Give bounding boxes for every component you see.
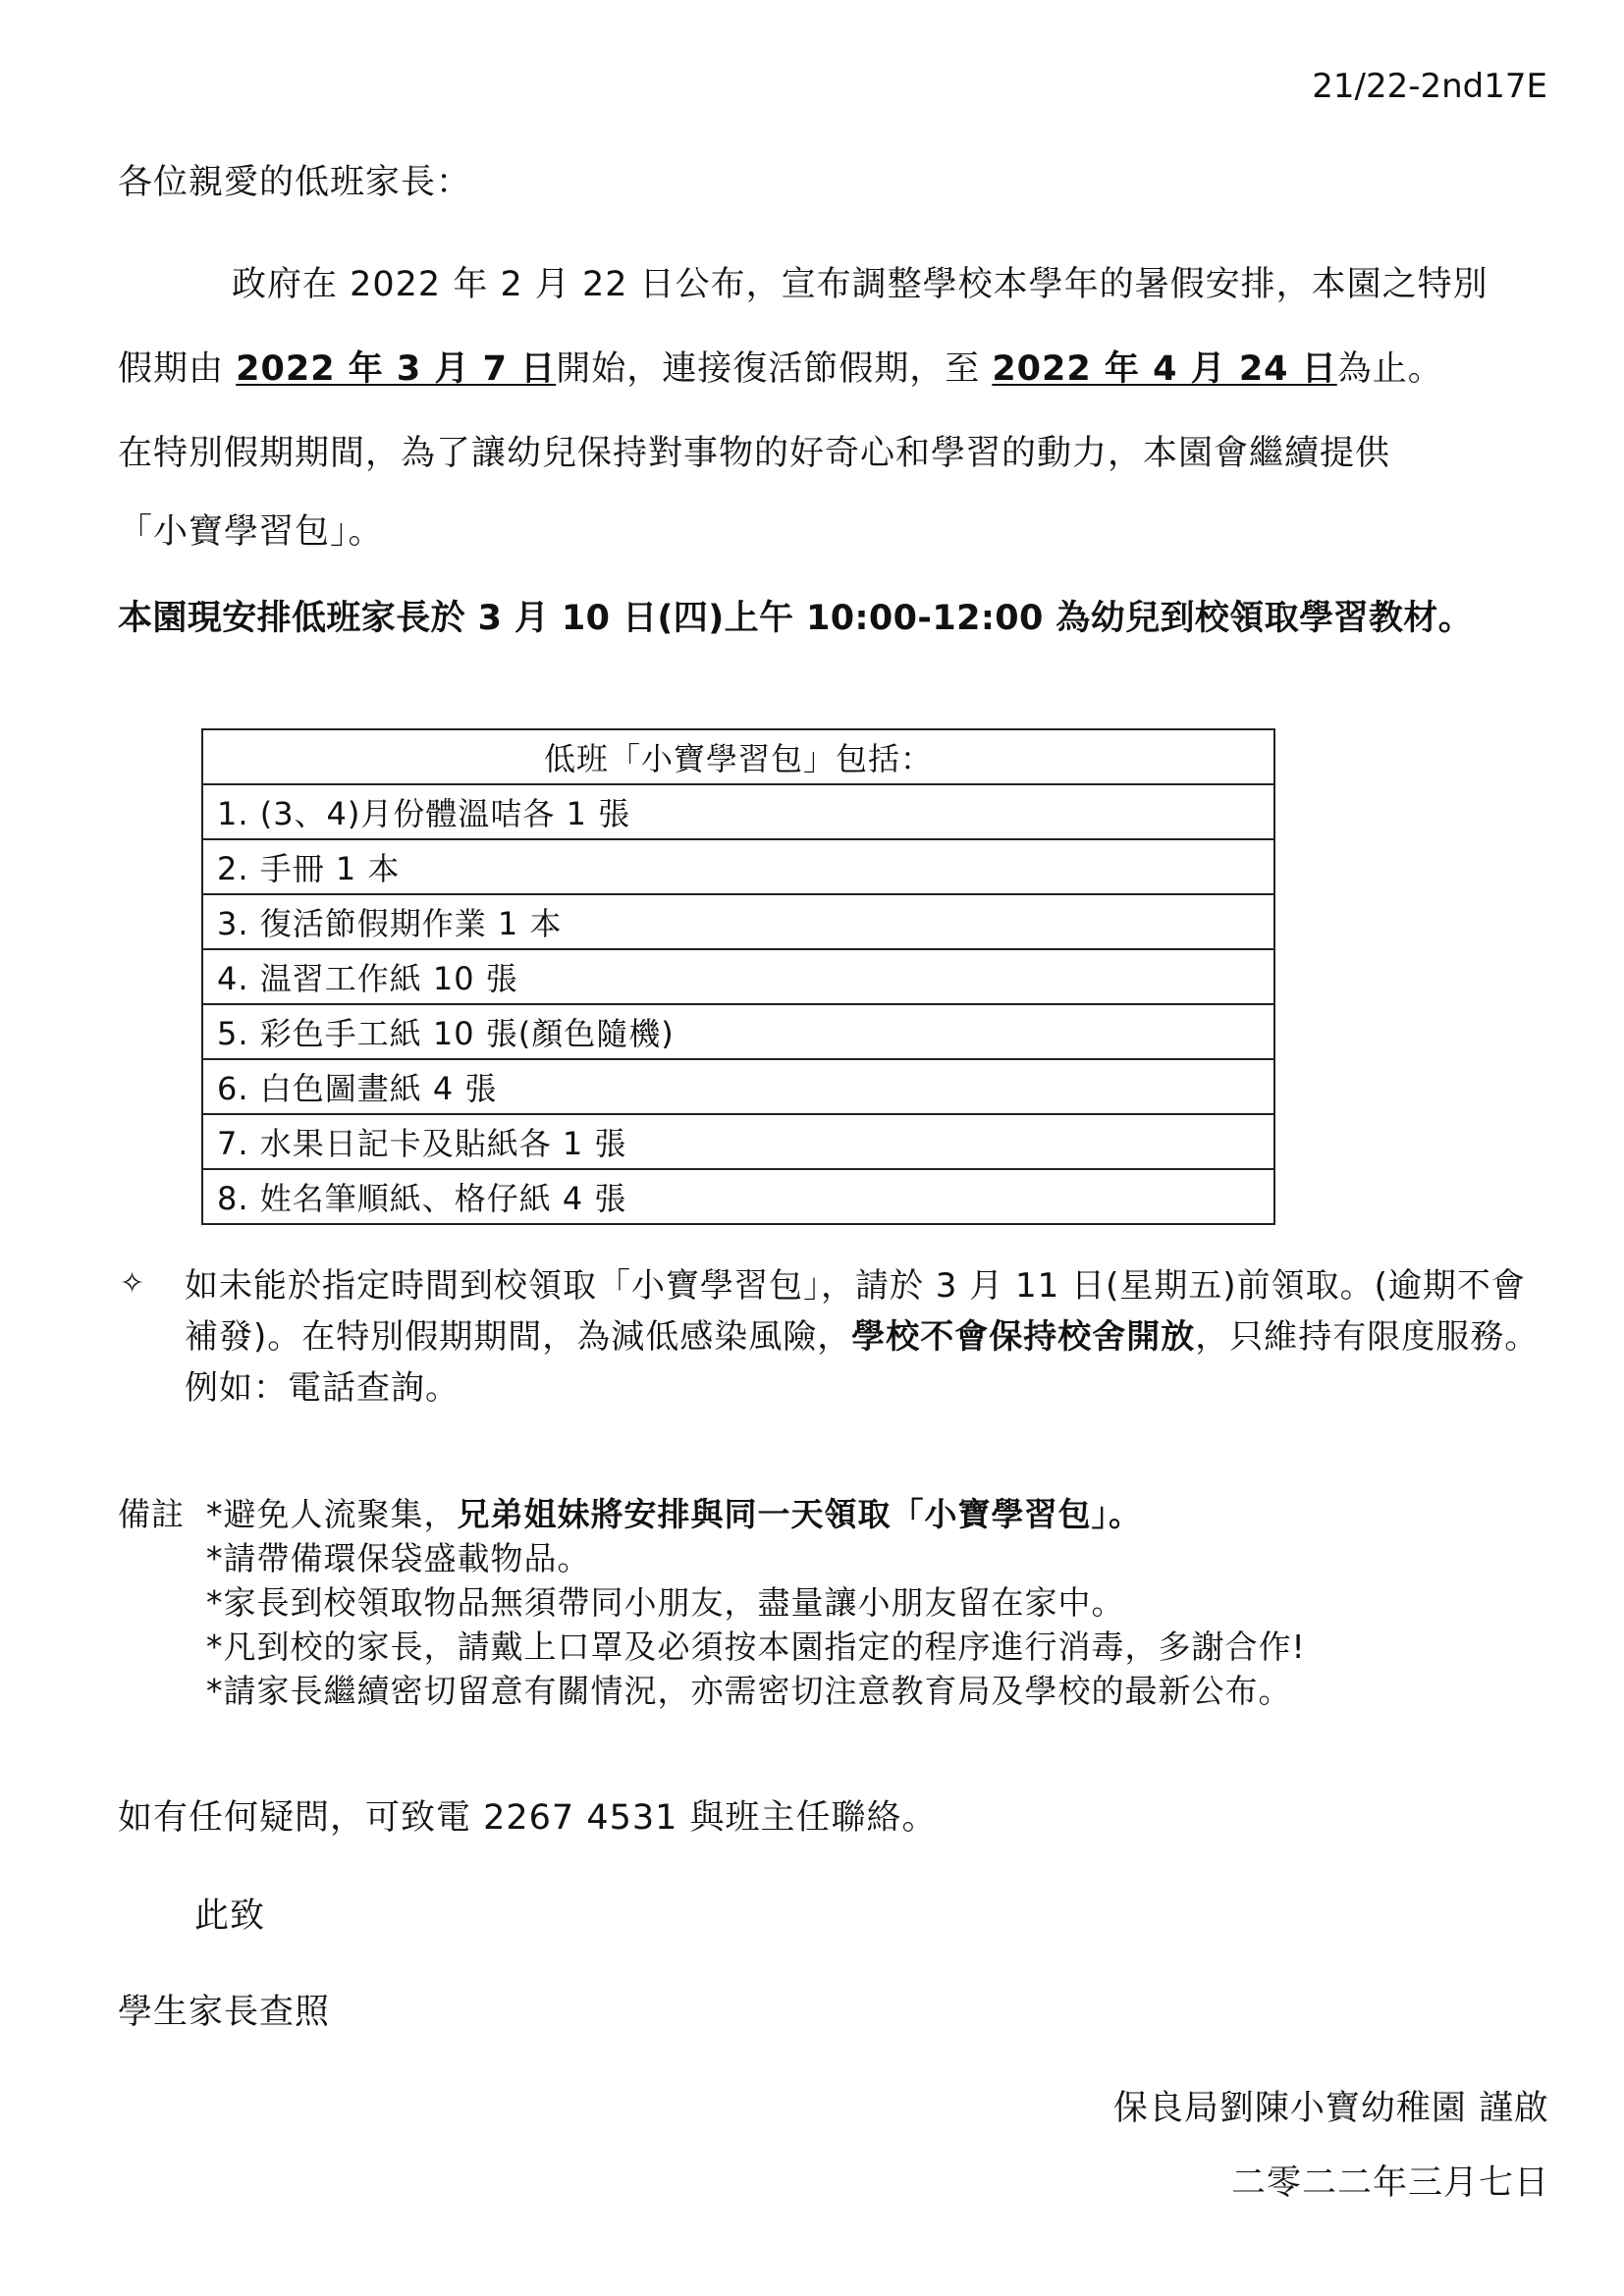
pack-item: 5. 彩色手工紙 10 張(顏色隨機) xyxy=(202,1004,1274,1059)
closing-2: 學生家長查照 xyxy=(118,1993,331,2032)
remark-3: *家長到校領取物品無須帶同小朋友，盡量讓小朋友留在家中。 xyxy=(206,1583,1125,1622)
pack-item: 6. 白色圖畫紙 4 張 xyxy=(202,1059,1274,1114)
pack-item: 1. (3、4)月份體溫咭各 1 張 xyxy=(202,784,1274,839)
paragraph-2-line-2: 「小寶學習包」。 xyxy=(118,512,384,552)
pack-item: 8. 姓名筆順紙、格仔紙 4 張 xyxy=(202,1169,1274,1224)
remarks-label: 備註 xyxy=(118,1495,185,1533)
pack-item: 7. 水果日記卡及貼紙各 1 張 xyxy=(202,1114,1274,1169)
text-segment: 開始，連接復活節假期，至 xyxy=(556,349,993,389)
table-header: 低班「小寶學習包」包括： xyxy=(202,729,1274,784)
pickup-arrangement: 本園現安排低班家長於 3 月 10 日(四)上午 10:00-12:00 為幼兒到校領取學習教材。 xyxy=(118,599,1474,638)
document-reference: 21/22-2nd17E xyxy=(1312,67,1547,106)
paragraph-2-line-1: 在特別假期期間，為了讓幼兒保持對事物的好奇心和學習的動力，本園會繼續提供 xyxy=(118,434,1391,473)
learning-pack-table xyxy=(201,728,1275,1225)
text-segment: 為止。 xyxy=(1336,349,1443,389)
note-line-3: 例如：電話查詢。 xyxy=(185,1368,460,1408)
text-segment: 補發)。在特別假期期間，為減低感染風險， xyxy=(185,1317,852,1357)
text-segment: 假期由 xyxy=(118,349,237,389)
signature: 保良局劉陳小寶幼稚園 謹啟 xyxy=(1112,2089,1549,2128)
letter-date: 二零二二年三月七日 xyxy=(1230,2163,1549,2203)
remark-5: *請家長繼續密切留意有關情況，亦需密切注意教育局及學校的最新公布。 xyxy=(206,1672,1292,1710)
paragraph-1-line-2 xyxy=(118,347,1443,391)
text-segment: *避免人流聚集， xyxy=(206,1495,458,1533)
table-row xyxy=(202,1004,1274,1059)
table-header-row xyxy=(202,729,1274,784)
pack-item: 3. 復活節假期作業 1 本 xyxy=(202,894,1274,949)
table-row xyxy=(202,894,1274,949)
remark-2: *請帶備環保袋盛載物品。 xyxy=(206,1539,591,1577)
note-line-2 xyxy=(185,1311,1539,1362)
table-row xyxy=(202,949,1274,1004)
sparkle-bullet-icon: ✧ xyxy=(120,1266,145,1301)
start-date: 2022 年 3 月 7 日 xyxy=(236,349,557,389)
pack-item: 2. 手冊 1 本 xyxy=(202,839,1274,894)
text-segment: ，只維持有限度服務。 xyxy=(1195,1317,1540,1357)
table-row xyxy=(202,839,1274,894)
table-row xyxy=(202,1169,1274,1224)
table-row xyxy=(202,1059,1274,1114)
remark-4: *凡到校的家長，請戴上口罩及必須按本園指定的程序進行消毒，多謝合作! xyxy=(206,1628,1306,1666)
remark-1 xyxy=(206,1494,1142,1535)
salutation: 各位親愛的低班家長： xyxy=(118,163,472,202)
campus-closed-notice: 學校不會保持校舍開放 xyxy=(851,1317,1196,1357)
closing-1: 此致 xyxy=(194,1896,266,1936)
sibling-arrangement: 兄弟姐妹將安排與同一天領取「小寶學習包」。 xyxy=(457,1495,1142,1533)
note-line-1: 如未能於指定時間到校領取「小寶學習包」，請於 3 月 11 日(星期五)前領取。(逾期不會 xyxy=(185,1266,1526,1306)
end-date: 2022 年 4 月 24 日 xyxy=(992,349,1337,389)
contact-info: 如有任何疑問，可致電 2267 4531 與班主任聯絡。 xyxy=(118,1798,938,1838)
table-row xyxy=(202,784,1274,839)
paragraph-1-line-1: 政府在 2022 年 2 月 22 日公布，宣布調整學校本學年的暑假安排，本園之特別 xyxy=(232,265,1489,304)
table-row xyxy=(202,1114,1274,1169)
pack-item: 4. 温習工作紙 10 張 xyxy=(202,949,1274,1004)
